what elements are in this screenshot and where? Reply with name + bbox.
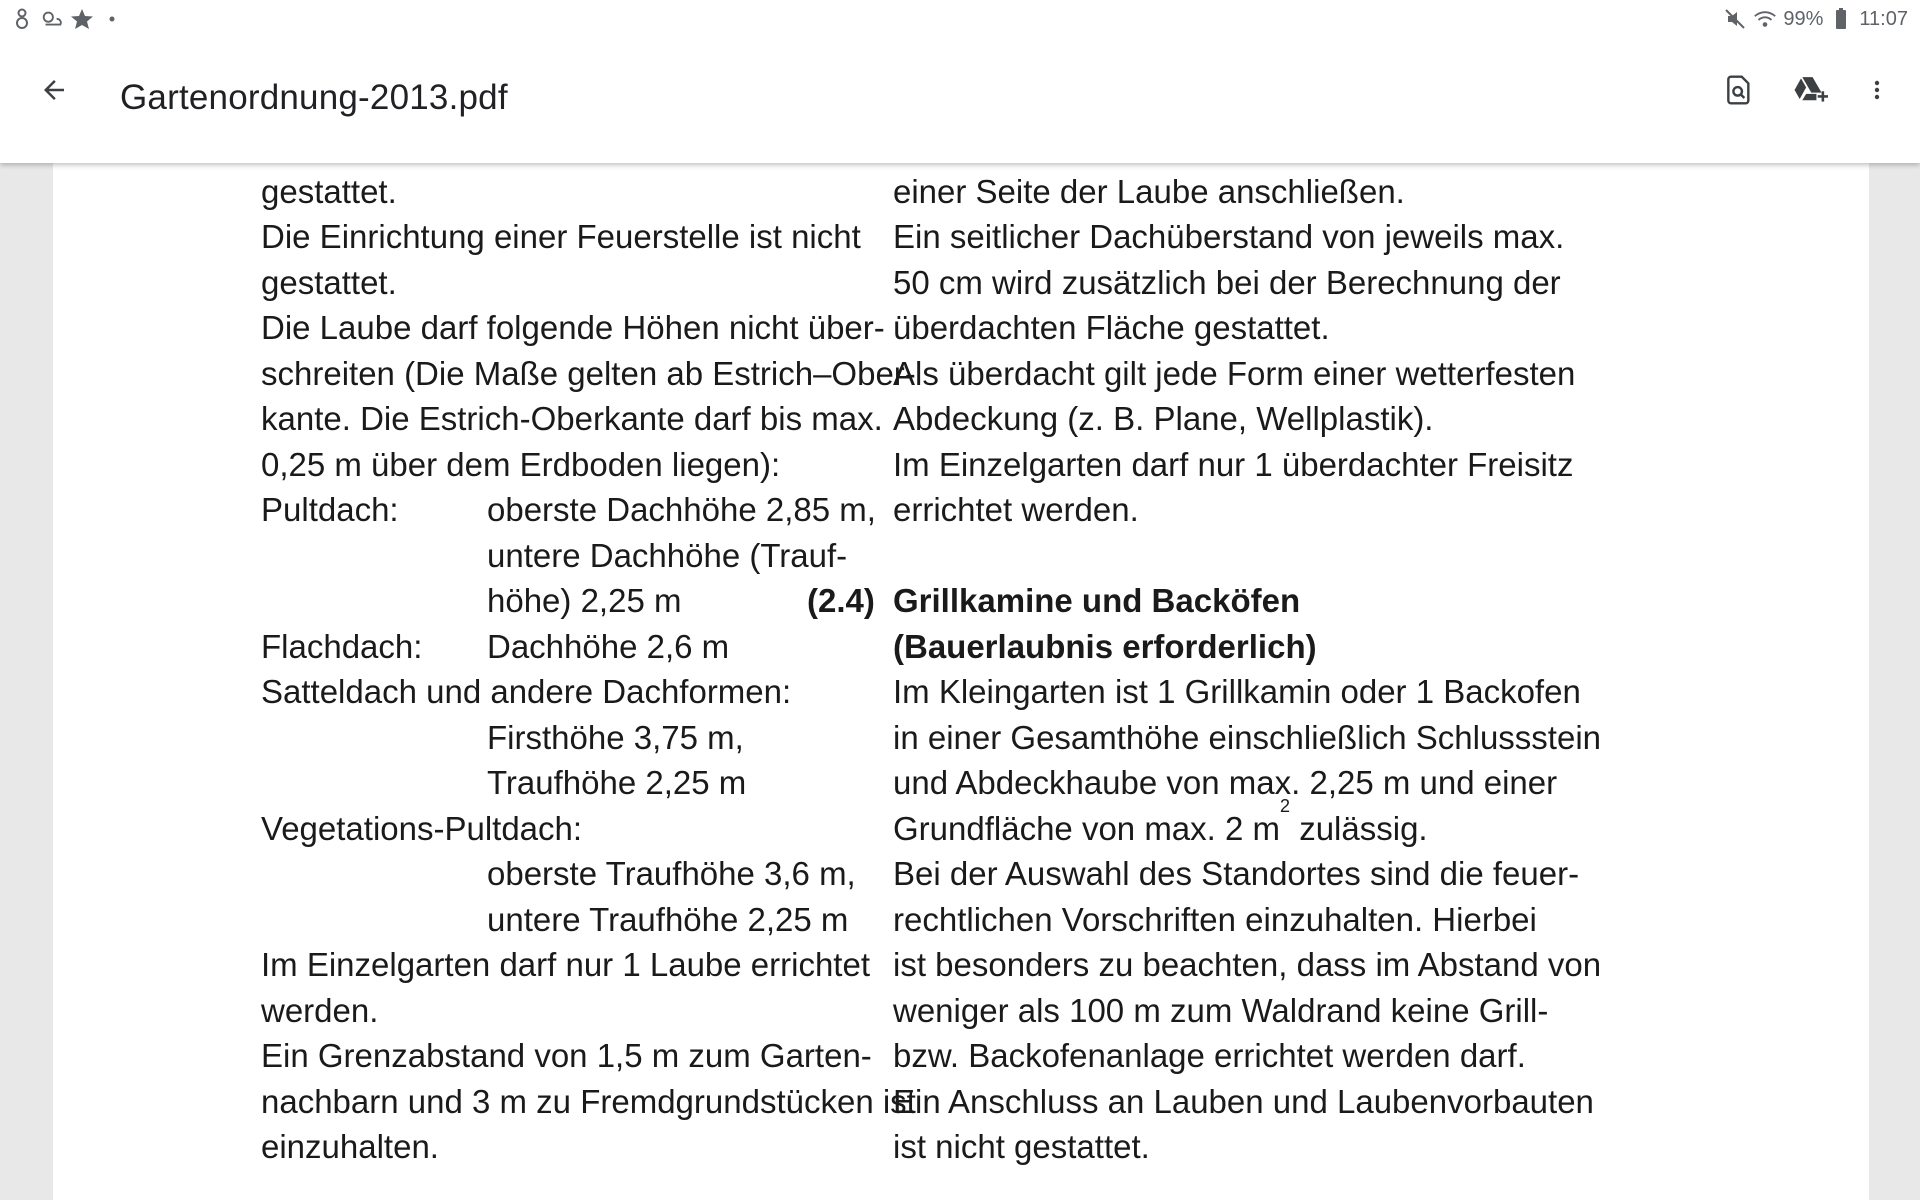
text-line: höhe) 2,25 m bbox=[487, 582, 682, 619]
clock: 11:07 bbox=[1859, 7, 1908, 30]
accessibility-icon bbox=[10, 7, 34, 31]
text-line: Im Einzelgarten darf nur 1 überdachter Freisitz bbox=[893, 445, 1574, 483]
star-icon bbox=[70, 7, 94, 31]
right-column bbox=[807, 163, 1867, 1170]
text-line: Satteldach und andere Dachformen: bbox=[261, 673, 792, 710]
text-line: gestattet. bbox=[261, 172, 397, 210]
text-line: ist nicht gestattet. bbox=[893, 1128, 1150, 1165]
text-line: Die Laube darf folgende Höhen nicht über- bbox=[261, 309, 885, 346]
text-line: Traufhöhe 2,25 m bbox=[487, 764, 747, 801]
roof-type-label: Flachdach: bbox=[261, 627, 423, 665]
document-title: Gartenordnung-2013.pdf bbox=[120, 78, 508, 117]
section-heading bbox=[807, 578, 1867, 624]
section-title: Grillkamine und Backöfen bbox=[893, 582, 1301, 619]
text-line: errichtet werden. bbox=[893, 491, 1139, 528]
text-line bbox=[807, 163, 1561, 169]
text-line: Im Kleingarten ist 1 Grillkamin oder 1 Backofen bbox=[893, 673, 1581, 710]
blank-line bbox=[807, 533, 1867, 579]
weather-icon bbox=[40, 7, 64, 31]
section-number: (2.4) bbox=[807, 582, 875, 619]
text-line: oberste Traufhöhe 3,6 m, bbox=[487, 855, 856, 892]
text-line: kante. Die Estrich-Oberkante darf bis max. bbox=[261, 400, 883, 437]
text-line: werden. bbox=[261, 991, 379, 1029]
text-line: in einer Gesamthöhe einschließlich Schlussstein bbox=[893, 718, 1602, 756]
text-line: Firsthöhe 3,75 m, bbox=[487, 718, 744, 756]
back-arrow-icon bbox=[39, 75, 69, 105]
text-line: 0,25 m über dem Erdboden liegen): bbox=[261, 445, 781, 483]
battery-icon bbox=[1829, 7, 1853, 31]
mute-icon bbox=[1723, 7, 1747, 31]
text-line: Vegetations-Pultdach: bbox=[261, 809, 583, 847]
text-line: rechtlichen Vorschriften einzuhalten. Hierbei bbox=[893, 900, 1537, 938]
text-line: Als überdacht gilt jede Form einer wetterfesten bbox=[893, 354, 1576, 392]
dot-icon bbox=[100, 7, 124, 31]
back-button[interactable] bbox=[30, 66, 78, 114]
text-line: schreiten (Die Maße gelten ab Estrich–Ober- bbox=[261, 354, 916, 392]
text-line: Abdeckung (z. B. Plane, Wellplastik). bbox=[893, 400, 1434, 437]
text-line: untere Dachhöhe (Trauf- bbox=[487, 536, 848, 574]
text-line: Die Einrichtung einer Feuerstelle ist nicht bbox=[261, 218, 861, 255]
text-line: Grundfläche von max. 2 m 2 zulässig. bbox=[807, 806, 1561, 852]
pdf-page bbox=[53, 163, 1869, 1200]
text-line: Ein Grenzabstand von 1,5 m zum Garten- bbox=[261, 1037, 872, 1074]
pdf-viewer[interactable] bbox=[0, 163, 1920, 1200]
text-line: Im Einzelgarten darf nur 1 Laube errichtet bbox=[261, 946, 871, 983]
status-right bbox=[1723, 7, 1920, 31]
text-line: 50 cm wird zusätzlich bei der Berechnung der bbox=[893, 263, 1561, 301]
text-line: Flachdach: Dachhöhe 2,6 m bbox=[261, 624, 929, 670]
wifi-icon bbox=[1753, 7, 1777, 31]
text-line: untere Traufhöhe 2,25 m bbox=[487, 900, 849, 938]
add-to-drive-button[interactable] bbox=[1782, 62, 1838, 118]
battery-percent: 99% bbox=[1783, 7, 1824, 30]
text-line: Bei der Auswahl des Standortes sind die feuer- bbox=[893, 855, 1580, 892]
text-line: einer Seite der Laube anschließen. bbox=[893, 172, 1405, 210]
text-line: Pultdach: oberste Dachhöhe 2,85 m, bbox=[261, 487, 929, 533]
text-line: Ein Anschluss an Lauben und Laubenvorbauten bbox=[893, 1082, 1594, 1120]
text-line: und Abdeckhaube von max. 2,25 m und einer bbox=[893, 764, 1558, 801]
text-line: überdachten Fläche gestattet. bbox=[893, 309, 1330, 346]
text-line: weniger als 100 m zum Waldrand keine Grill- bbox=[893, 991, 1549, 1029]
status-bar bbox=[0, 0, 1920, 38]
more-options-button[interactable] bbox=[1849, 62, 1905, 118]
text-line: ist besonders zu beachten, dass im Abstand von bbox=[893, 946, 1602, 983]
section-subtitle: (Bauerlaubnis erforderlich) bbox=[893, 627, 1317, 665]
status-left bbox=[0, 7, 124, 31]
app-bar bbox=[0, 38, 1920, 163]
add-to-drive-icon bbox=[1792, 74, 1828, 106]
text-line: Ein seitlicher Dachüberstand von jeweils max. bbox=[893, 218, 1565, 255]
find-in-document-icon bbox=[1723, 74, 1755, 106]
text-line: einzuhalten. bbox=[261, 1128, 439, 1165]
more-vert-icon bbox=[1865, 74, 1889, 106]
text-line: nachbarn und 3 m zu Fremdgrundstücken ist bbox=[261, 1082, 916, 1120]
find-in-document-button[interactable] bbox=[1711, 62, 1767, 118]
superscript: 2 bbox=[1280, 795, 1291, 816]
text-line: bzw. Backofenanlage errichtet werden darf. bbox=[893, 1037, 1526, 1074]
roof-type-label: Pultdach: bbox=[261, 491, 399, 528]
text-line: gestattet. bbox=[261, 263, 397, 301]
